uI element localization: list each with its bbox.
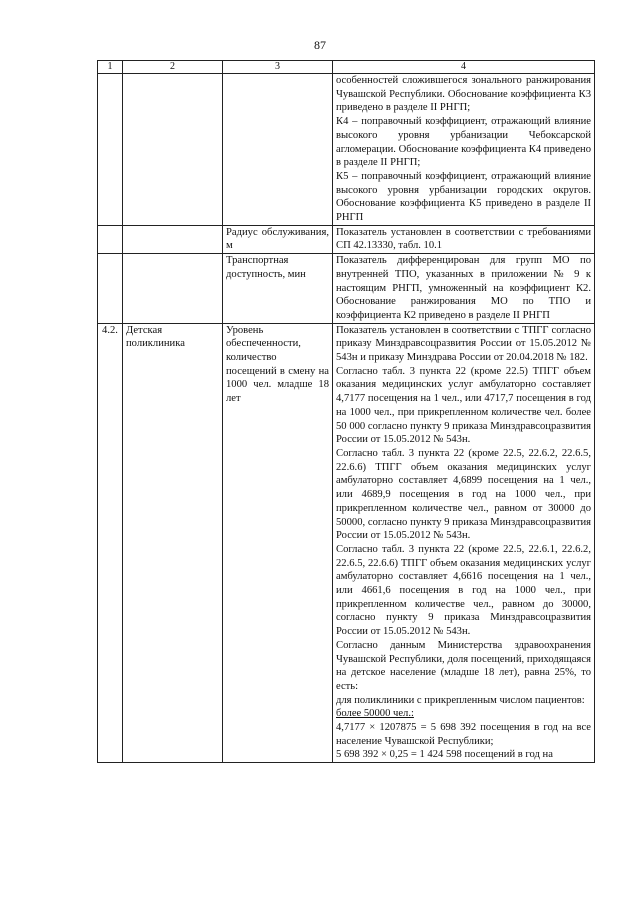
paragraph: Согласно табл. 3 пункта 22 (кроме 22.5, 22.6.1, 22.6.2, 22.6.5, 22.6.6) ТПГГ объем оказания медицинских услуг амбулаторно составляет 4,6616 посещения на 1 чел., или 4661,6 посещения в год на 1000 чел., при прикрепленном количестве чел., равном до 30000, согласно пункту 9 приказа Минздравсоцразвития России от 15.05.2012 № 543н.: [336, 543, 591, 638]
cell-object: [123, 225, 223, 253]
column-header: 3: [223, 61, 333, 74]
table-row-transport: [98, 254, 595, 324]
calculation-line: 5 698 392 × 0,25 = 1 424 598 посещений в год на: [336, 749, 553, 761]
page-number: 87: [314, 38, 326, 52]
paragraph: особенностей сложившегося зонального ранжирования Чувашской Республики. Обоснование коэффициента К3 приведено в разделе II РНГП;: [336, 75, 591, 114]
cell-indicator: Транспортная доступность, мин: [223, 254, 333, 324]
cell-indicator: [223, 74, 333, 226]
cell-id: [98, 74, 123, 226]
column-header: 1: [98, 61, 123, 74]
cell-object: [123, 74, 223, 226]
column-header: 4: [333, 61, 595, 74]
table-row-4-2: [98, 323, 595, 763]
cell-object: Детская поликлиника: [123, 323, 223, 763]
paragraph: К5 – поправочный коэффициент, отражающий влияние высокого уровня урбанизации городских округов. Обоснование коэффициента К5 приведено в разделе II РНГП: [336, 170, 591, 224]
cell-indicator: Радиус обслуживания, м: [223, 225, 333, 253]
cell-justification: [333, 74, 595, 226]
paragraph: для поликлиники с прикрепленным числом пациентов:: [336, 694, 585, 706]
cell-id: [98, 254, 123, 324]
cell-id: [98, 225, 123, 253]
norms-table: [97, 60, 595, 763]
calculation-line: 4,7177 × 1207875 = 5 698 392 посещения в год на все население Чувашской Республики;: [336, 722, 591, 747]
paragraph: Показатель установлен в соответствии с ТПГГ согласно приказу Минздравсоцразвития России от 15.05.2012 № 543н и приказу Минздрава России от 20.04.2018 № 182.: [336, 324, 591, 364]
cell-justification: Показатель дифференцирован для групп МО по внутренней ТПО, указанных в приложении № 9 к настоящим РНГП, умноженный на коэффициент К2. Обоснование ранжирования МО по ТПО и коэффициента К2 приведено в разделе II РНГП: [333, 254, 595, 324]
cell-justification: Показатель установлен в соответствии с требованиями СП 42.13330, табл. 10.1: [333, 225, 595, 253]
cell-id: 4.2.: [98, 323, 123, 763]
paragraph: Согласно данным Министерства здравоохранения Чувашской Республики, доля посещений, приходящаяся на детское население (младше 18 лет), равна 25%, то есть:: [336, 639, 591, 692]
paragraph: Согласно табл. 3 пункта 22 (кроме 22.5) ТПГГ объем оказания медицинских услуг амбулаторно составляет 4,7177 посещения на 1 чел., или 4717,7 посещения в год на 1000 чел., при прикрепленном количестве чел. более 50 000 согласно пункту 9 приказа Минздравсоцразвития России от 15.05.2012 № 543н.: [336, 365, 591, 446]
column-header: 2: [123, 61, 223, 74]
cell-indicator: Уровень обеспеченности, количество посещений в смену на 1000 чел. младше 18 лет: [223, 323, 333, 763]
paragraph: Согласно табл. 3 пункта 22 (кроме 22.5, 22.6.2, 22.6.5, 22.6.6) ТПГГ объем оказания медицинских услуг амбулаторно составляет 4,6899 посещения на 1 чел., или 4689,9 посещения в год на 1000 чел., при прикрепленном количестве чел., равном от 30000 до 50000, согласно пункту 9 приказа Минздравсоцразвития России от 15.05.2012 № 543н.: [336, 447, 591, 542]
table-row-radius: [98, 225, 595, 253]
table-row-continuation: [98, 74, 595, 226]
table-header-row: [98, 61, 595, 74]
paragraph: К4 – поправочный коэффициент, отражающий влияние высокого уровня урбанизации Чебоксарской агломерации. Обоснование коэффициента К4 приведено в разделе II РНГП;: [336, 116, 592, 169]
cell-object: [123, 254, 223, 324]
underlined-subheading: более 50000 чел.:: [336, 708, 414, 720]
cell-justification: [333, 323, 595, 763]
